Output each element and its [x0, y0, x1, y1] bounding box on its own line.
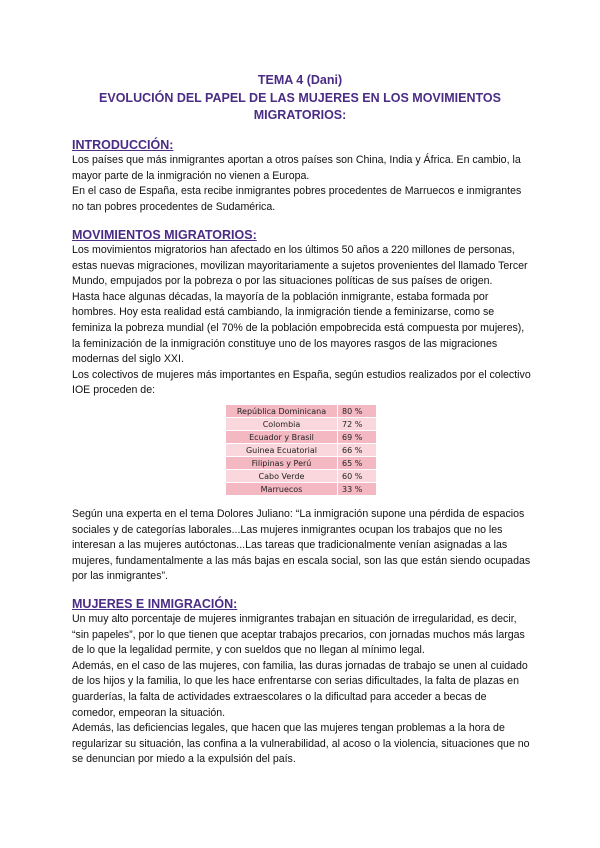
table-cell-country: Guinea Ecuatorial — [226, 444, 338, 457]
paragraph: En el caso de España, esta recibe inmigrantes pobres procedentes de Marruecos e inmigrantes no tan pobres procedentes de Sudamérica. — [72, 185, 522, 213]
section-body-movimientos — [72, 243, 532, 399]
paragraph: Según una experta en el tema Dolores Juliano: “La inmigración supone una pérdida de espacios sociales y de categorías laborales...Las mujeres inmigrantes ocupan los trabajos que no les interesan a las mujeres autóctonas...Las tareas que tradicionalmente venían asignadas a las mujeres, fundamentalmente a las más bajas en escala social, son las que están siendo ocupadas por las inmigrantes”. — [72, 508, 531, 583]
table-cell-percent: 66 % — [338, 444, 377, 457]
table-row — [226, 457, 377, 470]
section-body-introduccion — [72, 153, 532, 215]
paragraph: Los países que más inmigrantes aportan a otros países son China, India y África. En cambio, la mayor parte de la inmigración no vienen a Europa. — [72, 154, 521, 182]
table-row — [226, 483, 377, 496]
table-row — [226, 418, 377, 431]
table-row — [226, 470, 377, 483]
section-body-mujeres — [72, 612, 532, 768]
table-cell-country: Colombia — [226, 418, 338, 431]
paragraph: Hasta hace algunas décadas, la mayoría de la población inmigrante, estaba formada por hombres. Hoy esta realidad está cambiando, la inmigración tiende a feminizarse, como se feminiza la pobreza mundial (el 70% de la población empobrecida está compuesta por mujeres), la feminización de la inmigración constituye uno de los mayores rasgos de las migraciones modernas del siglo XXI. — [72, 290, 525, 366]
table-cell-percent: 80 % — [338, 405, 377, 418]
section-heading-introduccion: INTRODUCCIÓN: — [72, 138, 174, 152]
table-cell-country: Cabo Verde — [226, 470, 338, 483]
document-title-topic: TEMA 4 (Dani) — [257, 73, 343, 87]
paragraph: Los movimientos migratorios han afectado en los últimos 50 años a 220 millones de personas, estas nuevas migraciones, movilizan mayoritariamente a sujetos provenientes del llamado Tercer Mundo, empujados por la pobreza o por las situaciones políticas de sus países de origen. — [72, 244, 528, 288]
paragraph: Un muy alto porcentaje de mujeres inmigrantes trabajan en situación de irregularidad, es decir, “sin papeles”, por lo que tienen que aceptar trabajos precarios, con jornadas muchos más largas de lo que la legalidad permite, y con sueldos que no llegan al mínimo legal. — [72, 613, 525, 657]
table-cell-country: Marruecos — [226, 483, 338, 496]
table-cell-country: Ecuador y Brasil — [226, 431, 338, 444]
table-cell-percent: 60 % — [338, 470, 377, 483]
immigration-table — [225, 404, 377, 496]
table-cell-country: República Dominicana — [226, 405, 338, 418]
paragraph: Además, en el caso de las mujeres, con familia, las duras jornadas de trabajo se unen al cuidado de los hijos y la familia, lo que les hace enfrentarse con serias dificultades, la falta de plazas en guarderías, la falta de actividades extraescolares o la dificultad para acceder a becas de comedor, empeoran la situación. — [72, 659, 528, 719]
section-heading-movimientos: MOVIMIENTOS MIGRATORIOS: — [72, 228, 257, 242]
table-cell-percent: 65 % — [338, 457, 377, 470]
paragraph: Además, las deficiencias legales, que hacen que las mujeres tengan problemas a la hora de regularizar su situación, las confina a la vulnerabilidad, al acoso o la violencia, situaciones que no se denuncian por miedo a la expulsión del país. — [72, 722, 530, 766]
table-cell-country: Filipinas y Perú — [226, 457, 338, 470]
paragraph: Los colectivos de mujeres más importantes en España, según estudios realizados por el colectivo IOE proceden de: — [72, 368, 531, 397]
table-cell-percent: 69 % — [338, 431, 377, 444]
table-row — [226, 444, 377, 457]
table-cell-percent: 72 % — [338, 418, 377, 431]
document-title-line2: MIGRATORIOS: — [253, 108, 347, 122]
table-row — [226, 405, 377, 418]
section-body-quote — [72, 507, 532, 585]
document-title-line1: EVOLUCIÓN DEL PAPEL DE LAS MUJERES EN LOS MOVIMIENTOS — [99, 91, 501, 105]
table-cell-percent: 33 % — [338, 483, 377, 496]
table-row — [226, 431, 377, 444]
section-heading-mujeres: MUJERES E INMIGRACIÓN: — [72, 597, 238, 611]
